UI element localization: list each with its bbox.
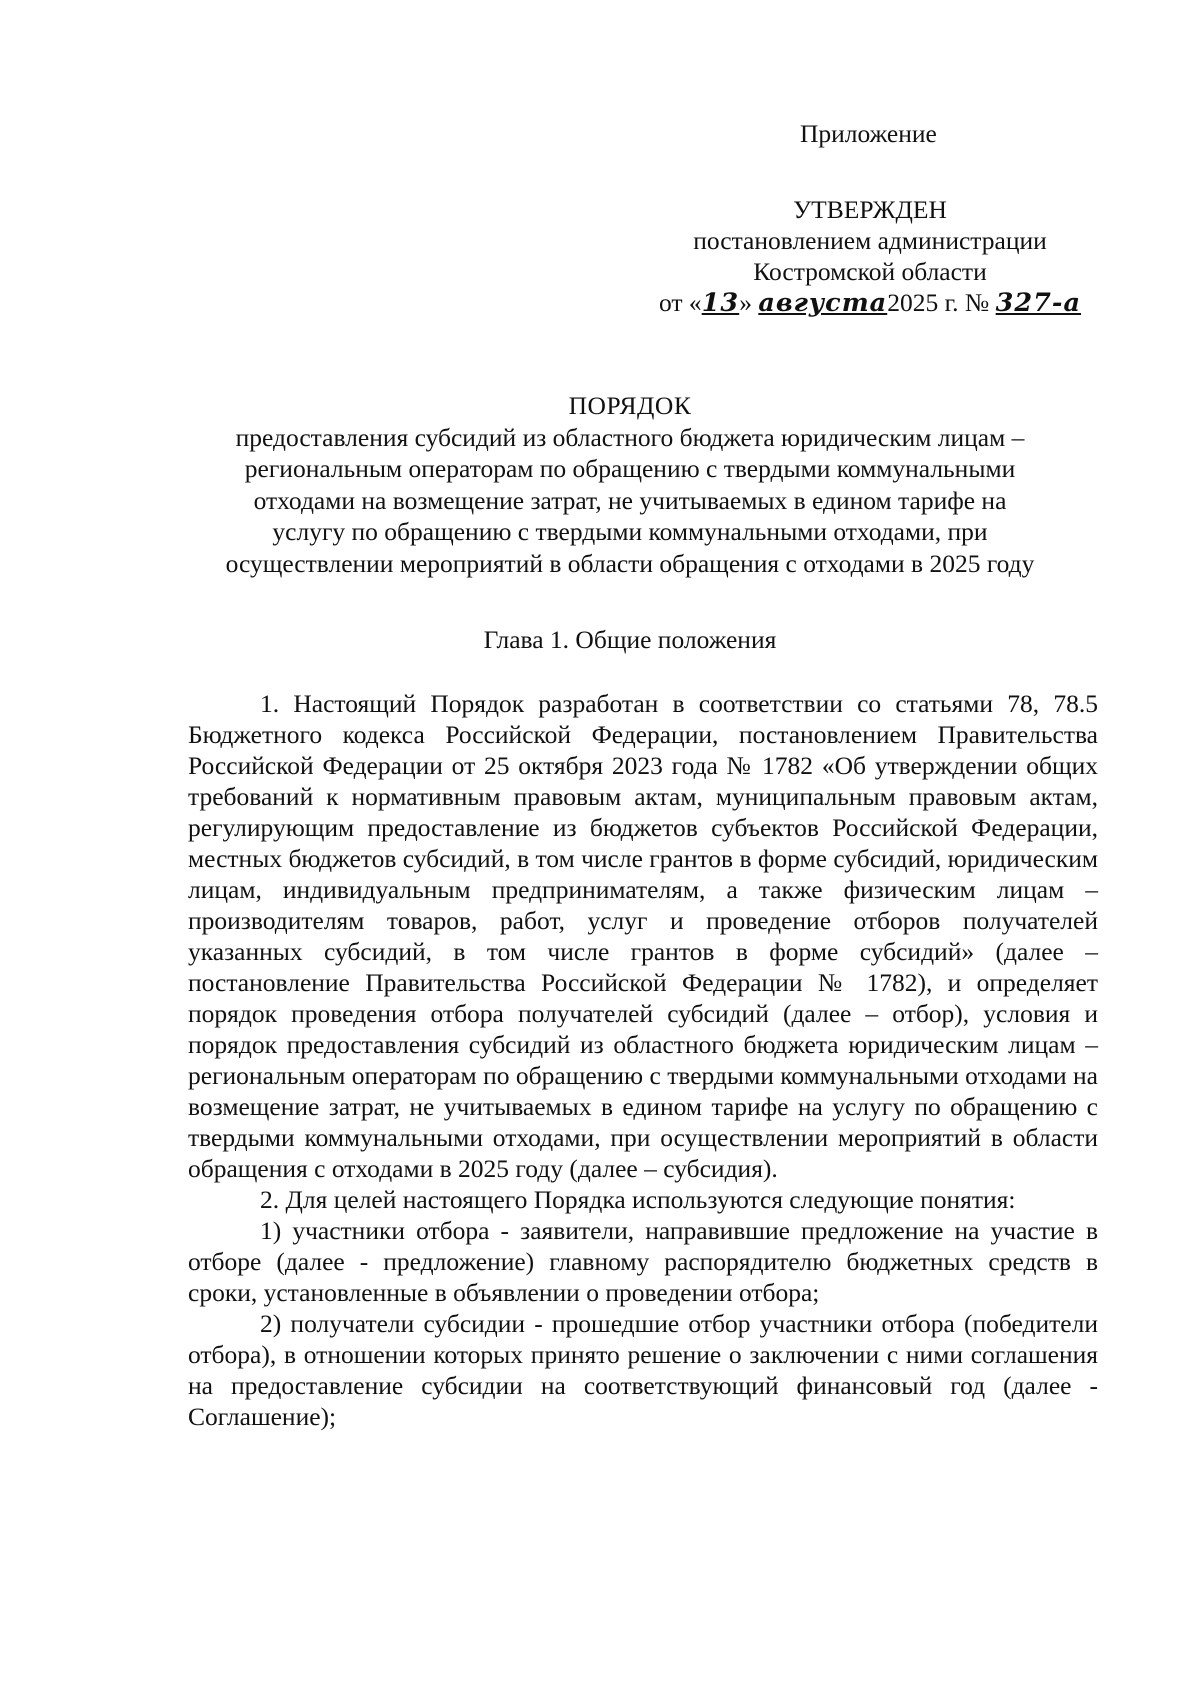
handwritten-month: августа [758,288,888,318]
paragraph-1: 1. Настоящий Порядок разработан в соответствии со статьями 78, 78.5 Бюджетного кодекса Российской Федерации, постановлением Правительства Российской Федерации от 25 октября 2023 года № 1782 «Об утверждении общих требований к нормативным правовым актам, муниципальным правовым актам, регулирующим предоставление из бюджетов субъектов Российской Федерации, местных бюджетов субсидий, в том числе грантов в форме субсидий, юридическим лицам, индивидуальным предпринимателям, а также физическим лицам – производителям товаров, работ, услуг и проведение отборов получателей указанных субсидий, в том числе грантов в форме субсидий» (далее – постановление Правительства Российской Федерации № 1782), и определяет порядок проведения отбора получателей субсидий (далее – отбор), условия и порядок предоставления субсидий из областного бюджета юридическим лицам – региональным операторам по обращению с твердыми коммунальными отходами на возмещение затрат, не учитываемых в едином тарифе на услугу по обращению с твердыми коммунальными отходами, при осуществлении мероприятий в области обращения с отходами в 2025 году (далее – субсидия). [188,689,1099,1183]
title-line: отходами на возмещение затрат, не учитываемых в едином тарифе на [253,485,1007,515]
title-line: осуществлении мероприятий в области обращения с отходами в 2025 году [225,548,1035,578]
title-line: услугу по обращению с твердыми коммунальными отходами, при [272,517,988,546]
approved-label: УТВЕРЖДЕН [793,195,947,224]
approval-stamp [640,194,1100,319]
title-line: предоставления субсидий из областного бюджета юридическим лицам – [235,422,1025,452]
approval-date-line [640,287,1100,319]
document-body [188,688,1098,1432]
paragraph-2: 2. Для целей настоящего Порядка используются следующие понятия: [260,1185,1016,1214]
document-title [180,390,1080,579]
definition-2: 2) получатели субсидии - прошедшие отбор участники отбора (победители отбора), в отношении которых принято решение о заключении с ними соглашения на предоставление субсидии на соответствующий финансовый год (далее - Соглашение); [188,1309,1098,1431]
date-year: 2025 г. № [887,288,996,317]
approved-by-line-1: постановлением администрации [693,226,1047,255]
date-prefix: от « [659,288,702,317]
handwritten-number: 327-а [995,288,1081,318]
date-mid: » [739,288,759,317]
title-line: региональным операторам по обращению с твердыми коммунальными [244,454,1016,483]
title-heading: ПОРЯДОК [568,391,692,420]
appendix-label: Приложение [800,119,937,148]
approved-by-line-2: Костромской области [753,257,987,286]
handwritten-day: 13 [701,288,740,318]
chapter-heading: Глава 1. Общие положения [483,625,777,654]
definition-1: 1) участники отбора - заявители, направившие предложение на участие в отборе (далее - предложение) главному распорядителю бюджетных средств в сроки, установленные в объявлении о проведении отбора; [188,1216,1098,1307]
